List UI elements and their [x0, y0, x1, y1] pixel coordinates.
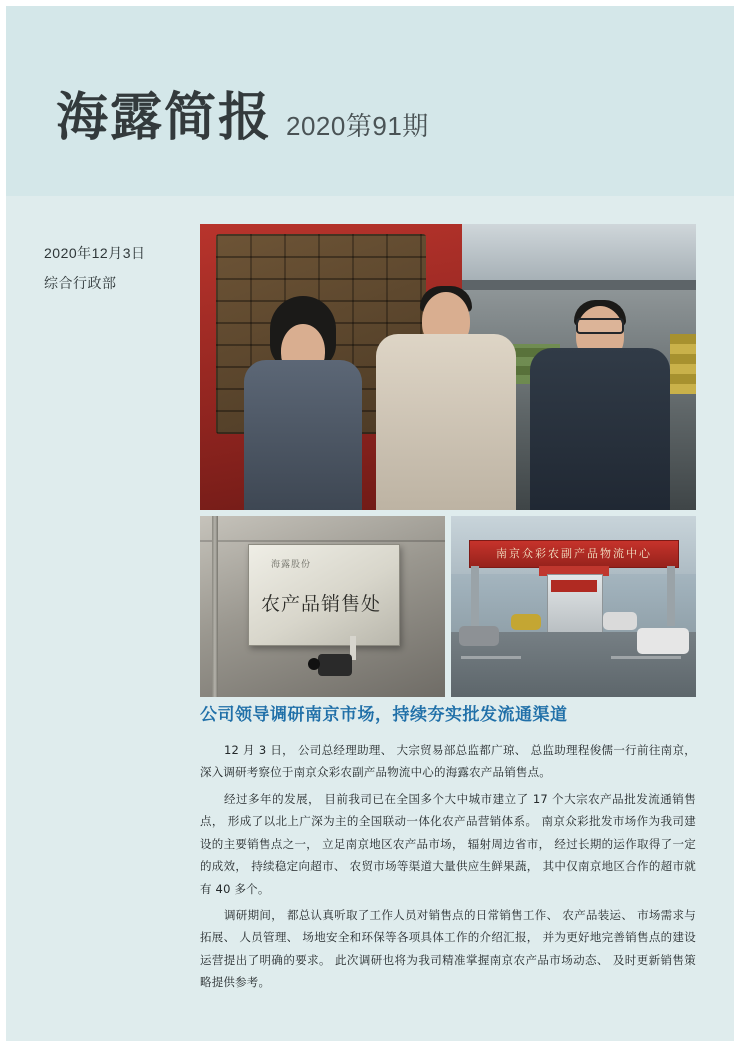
gantry-sign — [469, 540, 679, 568]
plaque-small-text: 海露股份 — [271, 559, 312, 569]
person-left-icon — [244, 310, 362, 510]
wall-seam-icon — [200, 540, 445, 542]
publication-title: 海露简报 — [56, 88, 273, 148]
glasses-icon — [576, 318, 624, 334]
article-paragraph: 12 月 3 日， 公司总经理助理、 大宗贸易部总监都广琼、 总监助理程俊儒一行前往南京，深入调研考察位于南京众彩农副产品物流中心的海露农产品销售点。 — [200, 743, 696, 780]
vehicle-icon — [459, 626, 499, 646]
publish-date: 2020年12月3日 — [44, 245, 146, 261]
body-area — [0, 196, 740, 1047]
article-title: 公司领导调研南京市场，持续夯实批发流通渠道 — [200, 705, 568, 725]
article-paragraph: 经过多年的发展， 目前我司已在全国多个大中城市建立了 17 个大宗农产品批发流通销售点， 形成了以北上广深为主的全国联动一体化农产品营销体系。 南京众彩批发市场作为我司建设的主要销售点之一， 立足南京地区农产品市场， 辐射周边省市， 经过长期的运作取得了一定的成效， 持续稳定向超市、 农贸市场等渠道大量供应生鲜果蔬， 其中仅南京地区合作的超市就有 40 多个。 — [200, 791, 696, 896]
gantry-post-right-icon — [667, 566, 675, 626]
booth-sign-icon — [551, 580, 597, 592]
lane-marking-icon — [611, 656, 681, 659]
photo-main-group — [200, 224, 696, 510]
meta-block — [44, 242, 194, 295]
gantry-sign-text: 南京众彩农副产品物流中心 — [496, 547, 652, 560]
article — [200, 700, 696, 998]
coat-icon — [376, 334, 516, 510]
publishing-department: 综合行政部 — [44, 275, 117, 292]
lane-marking-icon — [461, 656, 521, 659]
masthead-inner — [56, 88, 429, 148]
masthead — [0, 0, 740, 196]
vehicle-icon — [637, 628, 689, 654]
gantry-post-left-icon — [471, 566, 479, 626]
plaque-main-text: 农产品销售处 — [261, 593, 382, 615]
coat-icon — [530, 348, 670, 510]
security-camera-icon — [318, 654, 352, 676]
signage-plaque — [248, 544, 400, 646]
issue-label: 2020第91期 — [286, 111, 429, 141]
article-paragraph: 调研期间， 都总认真听取了工作人员对销售点的日常销售工作、 农产品装运、 市场需求与拓展、 人员管理、 场地安全和环保等各项具体工作的介绍汇报， 并为更好地完善销售点的建设运营提出了明确的要求。 此次调研也将为我司精准掌握南京农产品市场动态、 及时更新销售策略提供参考。 — [200, 907, 696, 990]
coat-icon — [244, 360, 362, 510]
photo-plaque — [200, 516, 445, 697]
person-right-icon — [530, 296, 670, 510]
vehicle-icon — [603, 612, 637, 630]
photo-row — [200, 516, 696, 697]
crates-stack-icon — [670, 334, 696, 394]
photo-grid — [200, 224, 696, 697]
photo-market-gate — [451, 516, 696, 697]
person-center-icon — [376, 274, 516, 510]
wall-pipe-icon — [212, 516, 218, 697]
vehicle-icon — [511, 614, 541, 630]
